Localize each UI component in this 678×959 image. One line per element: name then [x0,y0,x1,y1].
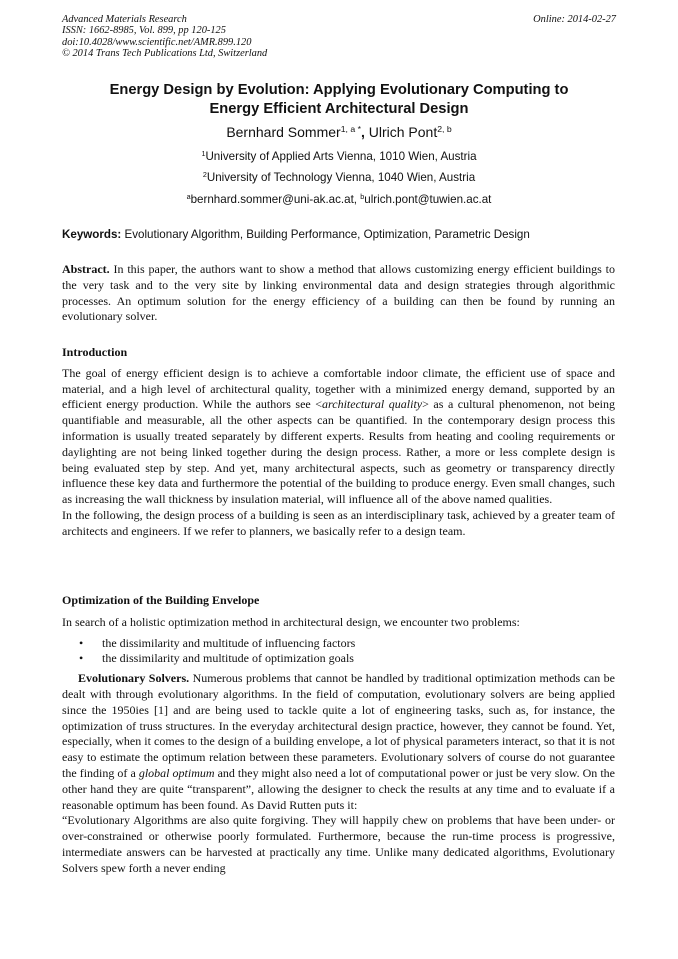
email-a: bernhard.sommer@uni-ak.ac.at, [190,193,361,206]
copyright-line: © 2014 Trans Tech Publications Ltd, Switzerland [62,48,268,60]
title-line-2: Energy Efficient Architectural Design [209,101,469,117]
author-emails [62,192,616,207]
list-item [62,636,615,652]
introduction-p1-part-a: The goal of energy efficient design is to achieve a comfortable indoor climate, the efficient use of space and material, and a high level of architectural quality, together with a minimized energy demand, supported by an efficient energy production. While the authors see < [62,365,615,412]
email-b: ulrich.pont@tuwien.ac.at [364,193,492,206]
abstract [62,262,615,325]
evolutionary-solvers-paragraph [62,671,615,813]
author-1-marker: 1, a * [340,124,361,135]
title-line-1: Energy Design by Evolution: Applying Evolutionary Computing to [109,82,569,98]
author-separator: , [360,124,369,140]
introduction-heading: Introduction [62,345,128,359]
problem-list [62,636,615,668]
keywords-label: Keywords: [62,228,122,241]
doi-line: doi:10.4028/www.scientific.net/AMR.899.120 [62,36,252,48]
solvers-part-a: Numerous problems that cannot be handled by traditional optimization methods can be dealt with through evolutionary algorithms. In the field of computation, evolutionary solvers are being applied since the 1950ies [1] and are being used to tackle quite a lot of engineering tasks, such as, for instance, the optimization of truss structures. In the everyday architectural design practice, however, they cannot be found. Yet, especially, when it comes to the design of a building envelope, a lot of physical parameters interact, so that it is not easy to estimate the optimum relation between these parameters. Evolutionary solvers of course do not guarantee the finding of a [62,671,616,780]
optimization-intro: In search of a holistic optimization method in architectural design, we encounter two problems: [62,614,520,629]
affiliation-1-text: University of Applied Arts Vienna, 1010 Wien, Austria [205,150,477,163]
abstract-label: Abstract. [62,262,110,276]
optimization-section [62,593,615,877]
solvers-emphasis: global optimum [138,765,215,780]
paper-title [62,81,616,119]
keywords [62,227,616,242]
affiliation-1-marker: 1 [201,149,206,159]
introduction-p1-part-b: > as a cultural phenomenon, not being quantifiable and measurable, all the other aspects can be quantified. In the contemporary design process this information is usually treated separately by different experts. Results from heating and cooling requirements or daylighting are not being linked together during the design process. Rather, a more or less complete design is being evaluated step by step. And yet, many architectural aspects, such as geometry or transparency directly influence these key data and furthermore the potential of the building to produce energy. Even small changes, such as increasing the wall thickness by insulation material, will influence all of the above named qualities. [62,397,615,507]
bullet-glyph: • [79,651,84,666]
abstract-text: In this paper, the authors want to show a method that allows customizing energy efficient buildings to the very task and to the very site by linking environmental data and design strategies through algorithmic processes. An optimum solution for the energy efficiency of a building can then be found by running an evolutionary solver. [62,262,615,324]
journal-name: Advanced Materials Research [62,14,187,25]
rutten-quote: “Evolutionary Algorithms are also quite forgiving. They will happily chew on problems that have been under- or over-constrained or otherwise poorly formulated. Furthermore, because the run-time process is progressive, intermediate answers can be harvested at practically any time. Unlike many dedicated algorithms, Evolutionary Solvers spew forth a never ending [62,813,615,875]
author-2-name: Ulrich Pont [368,124,438,140]
affiliation-2-text: University of Technology Vienna, 1040 Wien, Austria [206,171,476,184]
running-header [62,14,616,60]
issn-line: ISSN: 1662-8985, Vol. 899, pp 120-125 [62,25,226,37]
affiliation-2-marker: 2 [202,170,207,180]
introduction-paragraph-1 [62,366,615,508]
online-date: Online: 2014-02-27 [533,14,616,25]
introduction-paragraph-2: In the following, the design process of a building is seen as an interdisciplinary task, achieved by a greater team of architects and engineers. If we refer to planners, we basically refer to a design team. [62,507,615,538]
author-list [62,122,616,142]
list-item [62,651,615,667]
email-b-marker: b [360,192,365,202]
introduction-p1-emphasis: architectural quality [322,397,423,412]
list-item-text: the dissimilarity and multitude of influencing factors [102,635,356,650]
email-a-marker: a [186,192,191,202]
author-1-name: Bernhard Sommer [226,124,341,140]
optimization-heading: Optimization of the Building Envelope [62,593,260,607]
solvers-part-b: and they might also need a lot of computational power or just be very slow. On the other hand they are quite “transparent”, allowing the designer to check the results at any time and to evaluate if a reasonable optimum has been found. As David Rutten puts it: [62,765,616,812]
keywords-text: Evolutionary Algorithm, Building Performance, Optimization, Parametric Design [121,228,530,241]
introduction-section [62,345,615,540]
list-item-text: the dissimilarity and multitude of optimization goals [102,651,354,666]
author-2-marker: 2, b [437,124,452,135]
affiliation-1 [62,149,616,164]
affiliation-2 [62,170,616,185]
bullet-glyph: • [79,635,84,650]
evolutionary-solvers-label: Evolutionary Solvers. [78,671,190,686]
